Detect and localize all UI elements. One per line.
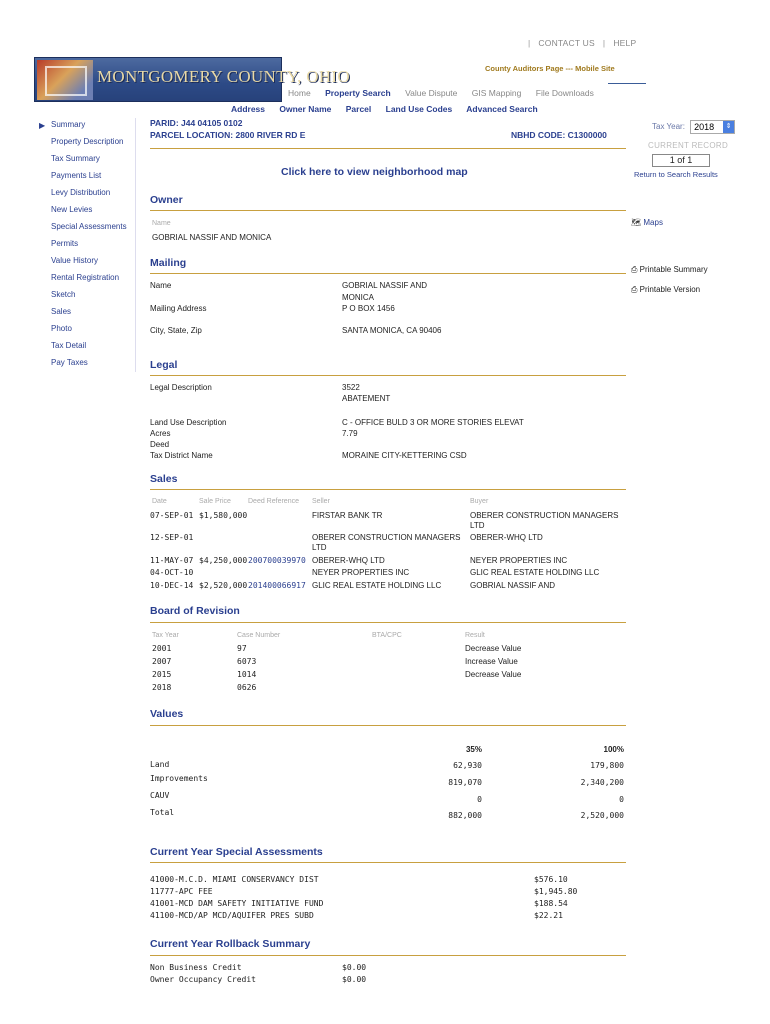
values-col-35: 35% (465, 745, 482, 754)
acres-value: 7.79 (342, 429, 358, 438)
values-35: 0 (477, 795, 482, 804)
mailing-address: P O BOX 1456 (342, 304, 395, 313)
nav-property-search[interactable]: Property Search (325, 88, 391, 98)
nav-land-use-codes[interactable]: Land Use Codes (385, 104, 453, 114)
assessment-name: 11777-APC FEE (150, 887, 213, 896)
values-col-100: 100% (603, 745, 624, 754)
legal-description-line2: ABATEMENT (342, 394, 391, 403)
select-arrows-icon: ⇕ (723, 121, 734, 133)
mailing-heading: Mailing (150, 257, 187, 269)
current-record-label: CURRENT RECORD (648, 141, 729, 150)
assessment-amount: $1,945.80 (534, 887, 578, 896)
values-100: 2,520,000 (580, 811, 624, 820)
sales-header-date: Date (152, 498, 167, 505)
assessment-amount: $576.10 (534, 875, 568, 884)
bor-year: 2001 (152, 644, 172, 653)
sale-buyer: GLIC REAL ESTATE HOLDING LLC (470, 568, 600, 577)
mailing-name-line2: MONICA (342, 293, 374, 302)
utility-links: | CONTACT US | HELP (528, 38, 637, 48)
header-divider (150, 148, 626, 149)
divider (150, 273, 626, 274)
assessment-name: 41001-MCD DAM SAFETY INITIATIVE FUND (150, 899, 324, 908)
mailing-address-label: Mailing Address (150, 304, 207, 313)
values-35: 819,070 (448, 778, 482, 787)
sale-buyer: NEYER PROPERTIES INC (470, 556, 568, 565)
land-use-label: Land Use Description (150, 418, 227, 427)
bor-header-bta: BTA/CPC (372, 632, 402, 639)
map-icon: 🗺 (631, 218, 642, 227)
sale-date: 12-SEP-01 (150, 533, 194, 542)
bor-header-year: Tax Year (152, 632, 179, 639)
divider (150, 210, 626, 211)
values-100: 2,340,200 (580, 778, 624, 787)
parcel-id: PARID: J44 04105 0102 (150, 118, 243, 128)
printer-icon: ⎙ (631, 285, 638, 294)
bor-result: Increase Value (465, 657, 518, 666)
sidebar-item-photo[interactable]: Photo (51, 324, 72, 333)
sale-date: 07-SEP-01 (150, 511, 194, 520)
nav-parcel[interactable]: Parcel (345, 104, 372, 114)
city-state-zip: SANTA MONICA, CA 90406 (342, 326, 442, 335)
sidebar (36, 118, 136, 372)
sale-seller: OBERER CONSTRUCTION MANAGERS (312, 533, 461, 542)
bor-case: 0626 (237, 683, 257, 692)
divider (150, 489, 626, 490)
bor-result: Decrease Value (465, 670, 522, 679)
printer-icon: ⎙ (631, 265, 638, 274)
assessment-name: 41000-M.C.D. MIAMI CONSERVANCY DIST (150, 875, 319, 884)
record-count: 1 of 1 (652, 154, 710, 167)
city-state-zip-label: City, State, Zip (150, 326, 202, 335)
neighborhood-map-link[interactable]: Click here to view neighborhood map (281, 166, 468, 178)
tax-year-select[interactable]: 2018 ⇕ (690, 120, 735, 134)
legal-description-line1: 3522 (342, 383, 360, 392)
bor-header-result: Result (465, 632, 485, 639)
sale-buyer: GOBRIAL NASSIF AND (470, 581, 556, 590)
values-35: 62,930 (453, 761, 482, 770)
sidebar-item-summary[interactable]: ▶ Summary (39, 120, 86, 130)
bor-result: Decrease Value (465, 644, 522, 653)
tax-district-label: Tax District Name (150, 451, 213, 460)
sale-seller: GLIC REAL ESTATE HOLDING LLC (312, 581, 442, 590)
nav-gis-mapping[interactable]: GIS Mapping (471, 88, 522, 98)
legal-heading: Legal (150, 359, 178, 371)
values-100: 0 (619, 795, 624, 804)
sale-seller: NEYER PROPERTIES INC (312, 568, 410, 577)
owner-name-label: Name (152, 220, 171, 227)
deed-reference-link[interactable]: 200700039970 (248, 556, 306, 565)
divider (150, 375, 626, 376)
tax-year-label: Tax Year: (652, 122, 685, 132)
sales-heading: Sales (150, 473, 178, 485)
assessment-amount: $22.21 (534, 911, 563, 920)
sidebar-item-payments-list[interactable]: Payments List (51, 171, 102, 180)
bor-year: 2015 (152, 670, 172, 679)
sidebar-item-rental-registration[interactable]: Rental Registration (51, 273, 120, 282)
sale-buyer: OBERER-WHQ LTD (470, 533, 543, 542)
sidebar-item-property-description[interactable]: Property Description (51, 137, 124, 146)
sale-price: $2,520,000 (199, 581, 248, 590)
divider (608, 83, 646, 84)
nav-value-dispute[interactable]: Value Dispute (405, 88, 458, 98)
values-row-label: Total (150, 808, 175, 817)
sale-buyer-cont: LTD (470, 521, 485, 530)
sale-seller: OBERER-WHQ LTD (312, 556, 385, 565)
deed-reference-link[interactable]: 201400066917 (248, 581, 306, 590)
sale-buyer: OBERER CONSTRUCTION MANAGERS (470, 511, 619, 520)
divider (150, 862, 626, 863)
return-to-search-link[interactable]: Return to Search Results (634, 170, 718, 179)
owner-name: GOBRIAL NASSIF AND MONICA (152, 233, 272, 242)
nbhd-code: NBHD CODE: C1300000 (511, 130, 607, 140)
sidebar-item-sales[interactable]: Sales (51, 307, 72, 316)
rollback-summary-heading: Current Year Rollback Summary (150, 938, 311, 950)
deed-label: Deed (150, 440, 170, 449)
sidebar-item-permits[interactable]: Permits (51, 239, 79, 248)
assessment-name: 41100-MCD/AP MCD/AQUIFER PRES SUBD (150, 911, 314, 920)
divider (150, 725, 626, 726)
nav-home[interactable]: Home (288, 88, 311, 98)
assessment-amount: $188.54 (534, 899, 568, 908)
values-35: 882,000 (448, 811, 482, 820)
legal-description-label: Legal Description (150, 383, 212, 392)
tax-year-selector (652, 120, 735, 134)
rollback-amount: $0.00 (342, 975, 367, 984)
sale-seller: FIRSTAR BANK TR (312, 511, 383, 520)
parcel-location: PARCEL LOCATION: 2800 RIVER RD E (150, 130, 306, 140)
values-100: 179,800 (590, 761, 624, 770)
contact-us-link[interactable]: CONTACT US (538, 38, 595, 48)
values-row-label: Land (150, 760, 170, 769)
sales-header-buyer: Buyer (470, 498, 489, 505)
acres-label: Acres (150, 429, 171, 438)
sale-date: 04-OCT-10 (150, 568, 194, 577)
nav-owner-name[interactable]: Owner Name (279, 104, 332, 114)
arrow-right-icon: ▶ (39, 121, 46, 130)
rollback-name: Owner Occupancy Credit (150, 975, 256, 984)
values-row-label: Improvements (150, 774, 208, 783)
help-link[interactable]: HELP (613, 38, 637, 48)
divider (150, 955, 626, 956)
sale-seller-cont: LTD (312, 543, 327, 552)
mailing-name-line1: GOBRIAL NASSIF AND (342, 281, 428, 290)
primary-nav (288, 88, 606, 98)
bor-year: 2018 (152, 683, 172, 692)
divider (150, 622, 626, 623)
sidebar-item-tax-summary[interactable]: Tax Summary (51, 154, 100, 163)
nav-file-downloads[interactable]: File Downloads (535, 88, 594, 98)
bor-case: 1014 (237, 670, 257, 679)
sidebar-item-levy-distribution[interactable]: Levy Distribution (51, 188, 111, 197)
bor-year: 2007 (152, 657, 172, 666)
sale-date: 10-DEC-14 (150, 581, 194, 590)
special-assessments-heading: Current Year Special Assessments (150, 846, 323, 858)
values-heading: Values (150, 708, 184, 720)
sales-header-deed: Deed Reference (248, 498, 299, 505)
owner-heading: Owner (150, 194, 183, 206)
bor-case: 6073 (237, 657, 257, 666)
secondary-nav (231, 104, 550, 114)
rollback-name: Non Business Credit (150, 963, 242, 972)
sidebar-item-pay-taxes[interactable]: Pay Taxes (51, 358, 88, 367)
mobile-site-link[interactable]: County Auditors Page --- Mobile Site (485, 64, 615, 73)
sale-price: $4,250,000 (199, 556, 248, 565)
bor-case: 97 (237, 644, 247, 653)
sidebar-item-tax-detail[interactable]: Tax Detail (51, 341, 87, 350)
mailing-name-label: Name (150, 281, 172, 290)
sales-header-price: Sale Price (199, 498, 231, 505)
rollback-amount: $0.00 (342, 963, 367, 972)
land-use-value: C - OFFICE BULD 3 OR MORE STORIES ELEVAT (342, 418, 524, 427)
printable-summary-link[interactable]: ⎙ Printable Summary (631, 265, 708, 274)
bor-header-case: Case Number (237, 632, 281, 639)
sale-price: $1,580,000 (199, 511, 248, 520)
printable-version-link[interactable]: ⎙ Printable Version (631, 285, 701, 294)
logo-text: MONTGOMERY COUNTY, OHIO (97, 67, 350, 86)
maps-link[interactable]: 🗺 Maps (631, 218, 663, 227)
nav-advanced-search[interactable]: Advanced Search (466, 104, 538, 114)
sidebar-item-new-levies[interactable]: New Levies (51, 205, 93, 214)
county-seal-icon (37, 60, 93, 100)
board-of-revision-heading: Board of Revision (150, 605, 240, 617)
sidebar-item-sketch[interactable]: Sketch (51, 290, 76, 299)
sales-header-seller: Seller (312, 498, 330, 505)
values-row-label: CAUV (150, 791, 170, 800)
nav-address[interactable]: Address (231, 104, 266, 114)
sale-date: 11-MAY-07 (150, 556, 194, 565)
tax-district-value: MORAINE CITY-KETTERING CSD (342, 451, 467, 460)
sidebar-item-special-assessments[interactable]: Special Assessments (51, 222, 127, 231)
sidebar-item-value-history[interactable]: Value History (51, 256, 98, 265)
